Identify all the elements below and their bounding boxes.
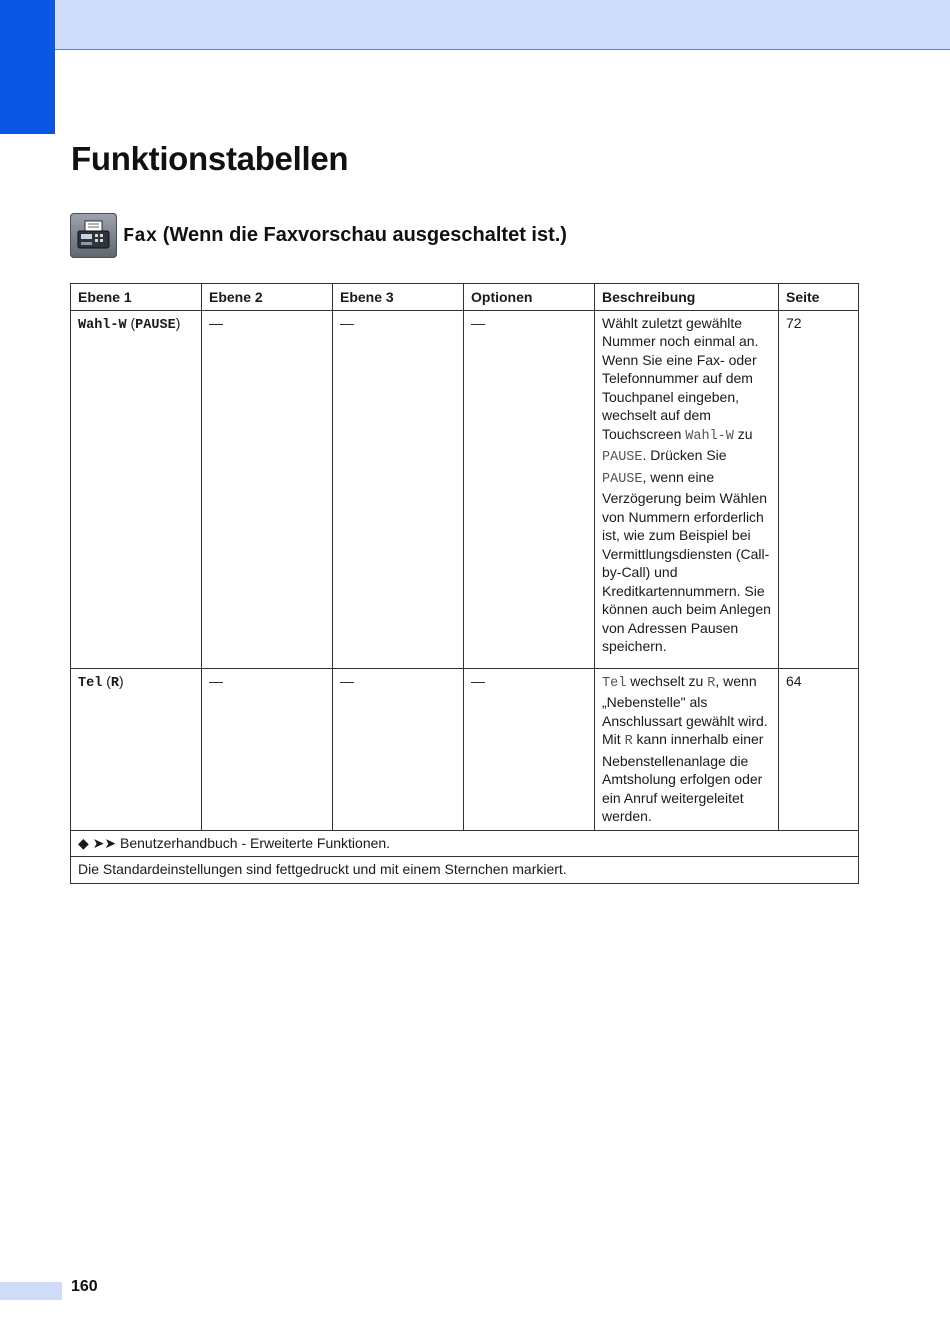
description-text: Wählt zuletzt gewählte Nummer noch einmal an. Wenn Sie eine Fax- oder Telefonnummer auf dem Touchpanel eingeben, wechselt auf dem Touchscreen bbox=[602, 314, 759, 442]
description-text: wechselt zu bbox=[626, 672, 708, 689]
level1-command-alt: R bbox=[110, 675, 119, 691]
level1-paren-close: ) bbox=[175, 314, 181, 331]
description-cell bbox=[595, 668, 779, 830]
fax-machine-icon bbox=[70, 213, 117, 258]
lcd-text: Wahl-W bbox=[685, 428, 734, 444]
page-title: Funktionstabellen bbox=[71, 140, 349, 177]
footnote-row bbox=[71, 830, 859, 857]
footnote-cell bbox=[71, 830, 859, 857]
description-text: kann innerhalb einer Nebenstellenanlage die Amtsholung erfolgen oder ein Anruf weitergeleitet werden. bbox=[602, 731, 764, 824]
table-row bbox=[71, 668, 859, 830]
description-text: . Drücken Sie bbox=[642, 447, 727, 463]
header-ebene-2: Ebene 2 bbox=[202, 284, 333, 311]
lcd-text: PAUSE bbox=[602, 471, 643, 487]
footnote-text: Benutzerhandbuch - Erweiterte Funktionen. bbox=[116, 834, 391, 851]
page-number: 160 bbox=[71, 1278, 98, 1295]
level1-command: Tel bbox=[78, 675, 103, 691]
lcd-text: R bbox=[707, 675, 716, 691]
level2-cell: — bbox=[202, 668, 333, 830]
page-number-tab bbox=[0, 1282, 62, 1300]
chapter-tab bbox=[0, 0, 55, 134]
lcd-text: PAUSE bbox=[602, 450, 643, 465]
lcd-text: Tel bbox=[602, 675, 627, 691]
lcd-text: R bbox=[624, 734, 633, 749]
options-cell: — bbox=[464, 668, 595, 830]
description-text: zu bbox=[733, 425, 753, 442]
header-optionen: Optionen bbox=[464, 284, 595, 311]
description-cell bbox=[595, 310, 779, 668]
page-cell: 64 bbox=[779, 668, 859, 830]
header-beschreibung: Beschreibung bbox=[595, 284, 779, 311]
default-note-cell: Die Standardeinstellungen sind fettgedruckt und mit einem Sternchen markiert. bbox=[71, 857, 859, 884]
level3-cell: — bbox=[333, 310, 464, 668]
level1-paren-open: ( bbox=[102, 672, 111, 689]
level3-cell: — bbox=[333, 668, 464, 830]
table-row bbox=[71, 310, 859, 668]
header-ebene-3: Ebene 3 bbox=[333, 284, 464, 311]
level1-command: Wahl-W bbox=[78, 317, 127, 333]
fax-command: Fax bbox=[123, 225, 158, 247]
description-text: , wenn eine Verzögerung beim Wählen von Nummern erforderlich ist, wie zum Beispiel bei Vermittlungsdiensten (Call-by-Call) und Kreditkartennummern. Sie können auch beim Anlegen von Adressen Pausen speichern. bbox=[602, 468, 771, 654]
section-title bbox=[123, 224, 567, 247]
options-cell: — bbox=[464, 310, 595, 668]
function-table bbox=[70, 283, 859, 884]
section-heading bbox=[70, 213, 567, 258]
level1-cell bbox=[71, 310, 202, 668]
level1-cell bbox=[71, 668, 202, 830]
header-ebene-1: Ebene 1 bbox=[71, 284, 202, 311]
description-text: , wenn „Nebenstelle" als Anschlussart gewählt wird. Mit bbox=[602, 672, 768, 747]
table-header-row bbox=[71, 284, 859, 311]
level2-cell: — bbox=[202, 310, 333, 668]
section-title-text: (Wenn die Faxvorschau ausgeschaltet ist.) bbox=[162, 224, 567, 246]
level1-paren-close: ) bbox=[118, 672, 124, 689]
level1-paren-open: ( bbox=[126, 314, 136, 331]
default-note-row bbox=[71, 857, 859, 884]
page-cell: 72 bbox=[779, 310, 859, 668]
reference-arrow-icon: ◆ ➤➤ bbox=[78, 834, 117, 851]
header-band bbox=[0, 0, 950, 50]
header-seite: Seite bbox=[779, 284, 859, 311]
level1-command-alt: PAUSE bbox=[135, 317, 176, 333]
